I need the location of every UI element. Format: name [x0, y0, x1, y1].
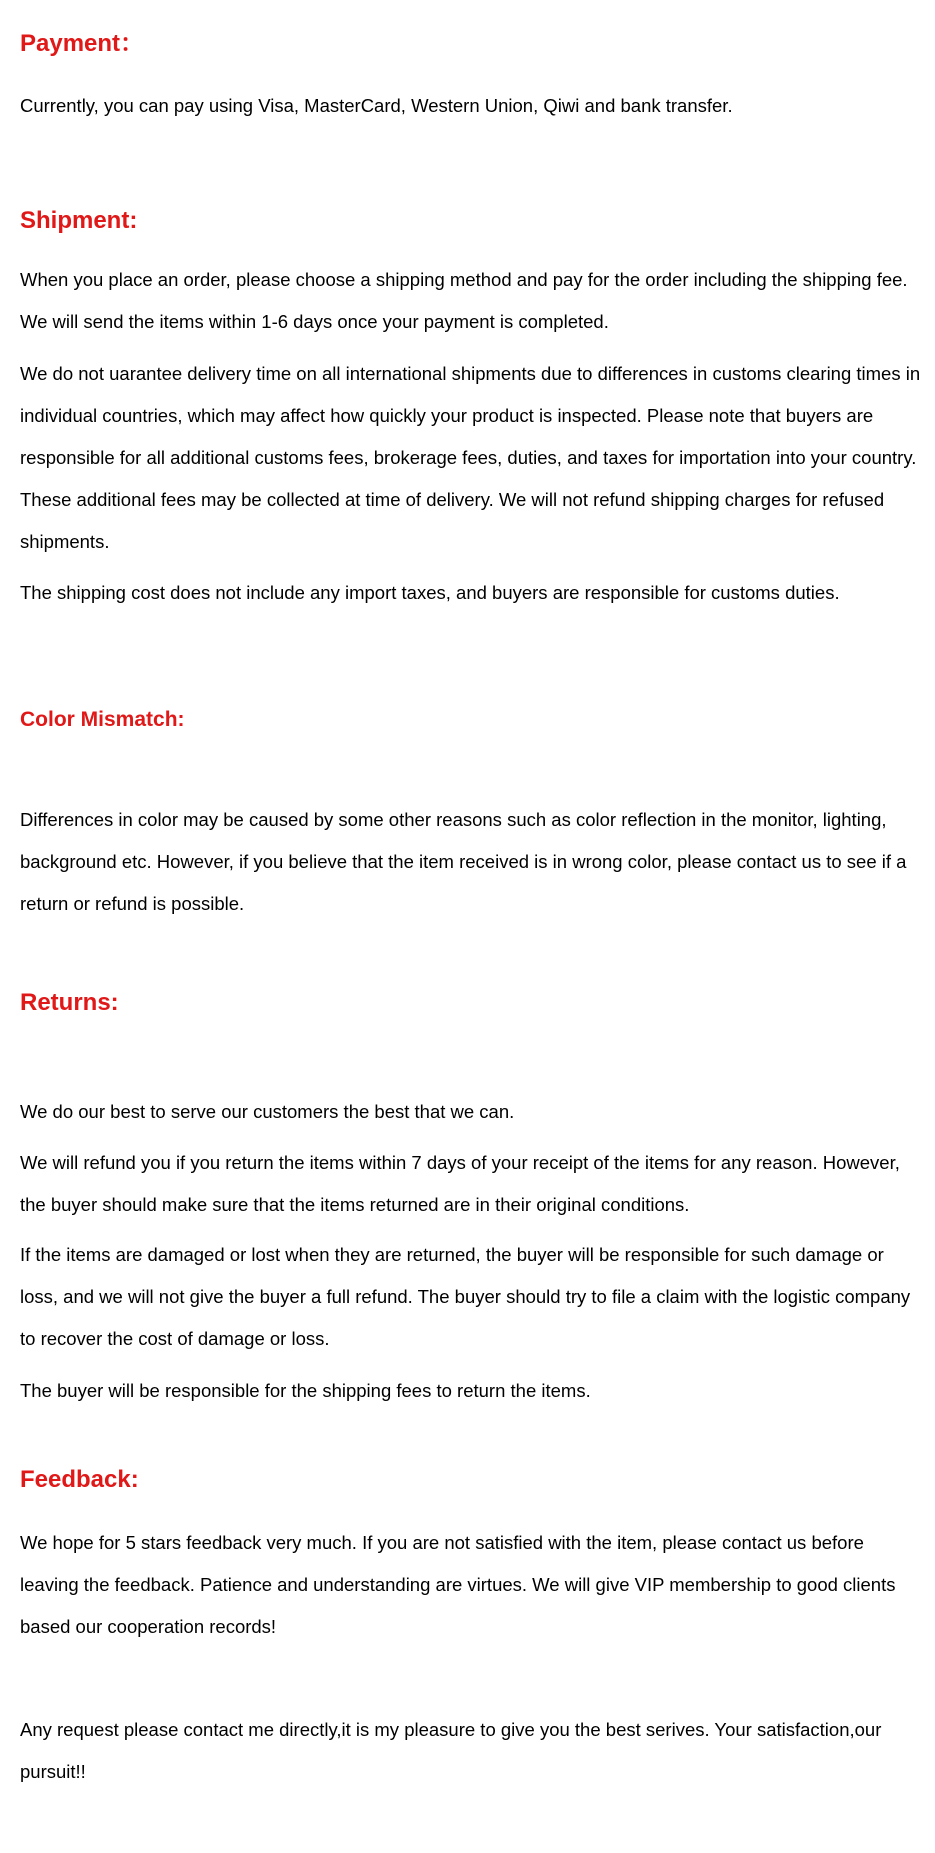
returns-text-1: We do our best to serve our customers the best that we can. — [20, 1101, 515, 1122]
returns-text-3: If the items are damaged or lost when they are returned, the buyer will be responsible for such damage or loss, and we will not give the buyer a full refund. The buyer should try to file a claim with the logistic company to recover the cost of damage or loss. — [20, 1244, 911, 1349]
returns-heading: Returns: — [20, 989, 119, 1016]
returns-text-2: We will refund you if you return the items within 7 days of your receipt of the items for any reason. However, the buyer should make sure that the items returned are in their original conditions. — [20, 1152, 900, 1215]
closing-text: Any request please contact me directly,it is my pleasure to give you the best serives. Your satisfaction,our pursuit!! — [20, 1719, 882, 1782]
color-mismatch-heading: Color Mismatch: — [20, 708, 185, 731]
feedback-text: We hope for 5 stars feedback very much. If you are not satisfied with the item, please contact us before leaving the feedback. Patience and understanding are virtues. We will give VIP membership to good clients based our cooperation records! — [20, 1532, 896, 1637]
payment-text: Currently, you can pay using Visa, MasterCard, Western Union, Qiwi and bank transfer. — [20, 95, 733, 116]
shipment-text-3: The shipping cost does not include any import taxes, and buyers are responsible for customs duties. — [20, 582, 840, 603]
returns-text-4: The buyer will be responsible for the shipping fees to return the items. — [20, 1380, 591, 1401]
shipment-text-1: When you place an order, please choose a shipping method and pay for the order including the shipping fee. We will send the items within 1-6 days once your payment is completed. — [20, 269, 908, 332]
shipment-text-2: We do not uarantee delivery time on all international shipments due to differences in customs clearing times in individual countries, which may affect how quickly your product is inspected. Please note that buyers are responsible for all additional customs fees, brokerage fees, duties, and taxes for importation into your country. These additional fees may be collected at time of delivery. We will not refund shipping charges for refused shipments. — [20, 363, 921, 552]
shipment-heading: Shipment: — [20, 207, 138, 234]
feedback-heading: Feedback: — [20, 1466, 139, 1493]
payment-heading: Payment： — [20, 30, 145, 57]
color-mismatch-text: Differences in color may be caused by some other reasons such as color reflection in the monitor, lighting, background etc. However, if you believe that the item received is in wrong color, please contact us to see if a return or refund is possible. — [20, 809, 907, 914]
